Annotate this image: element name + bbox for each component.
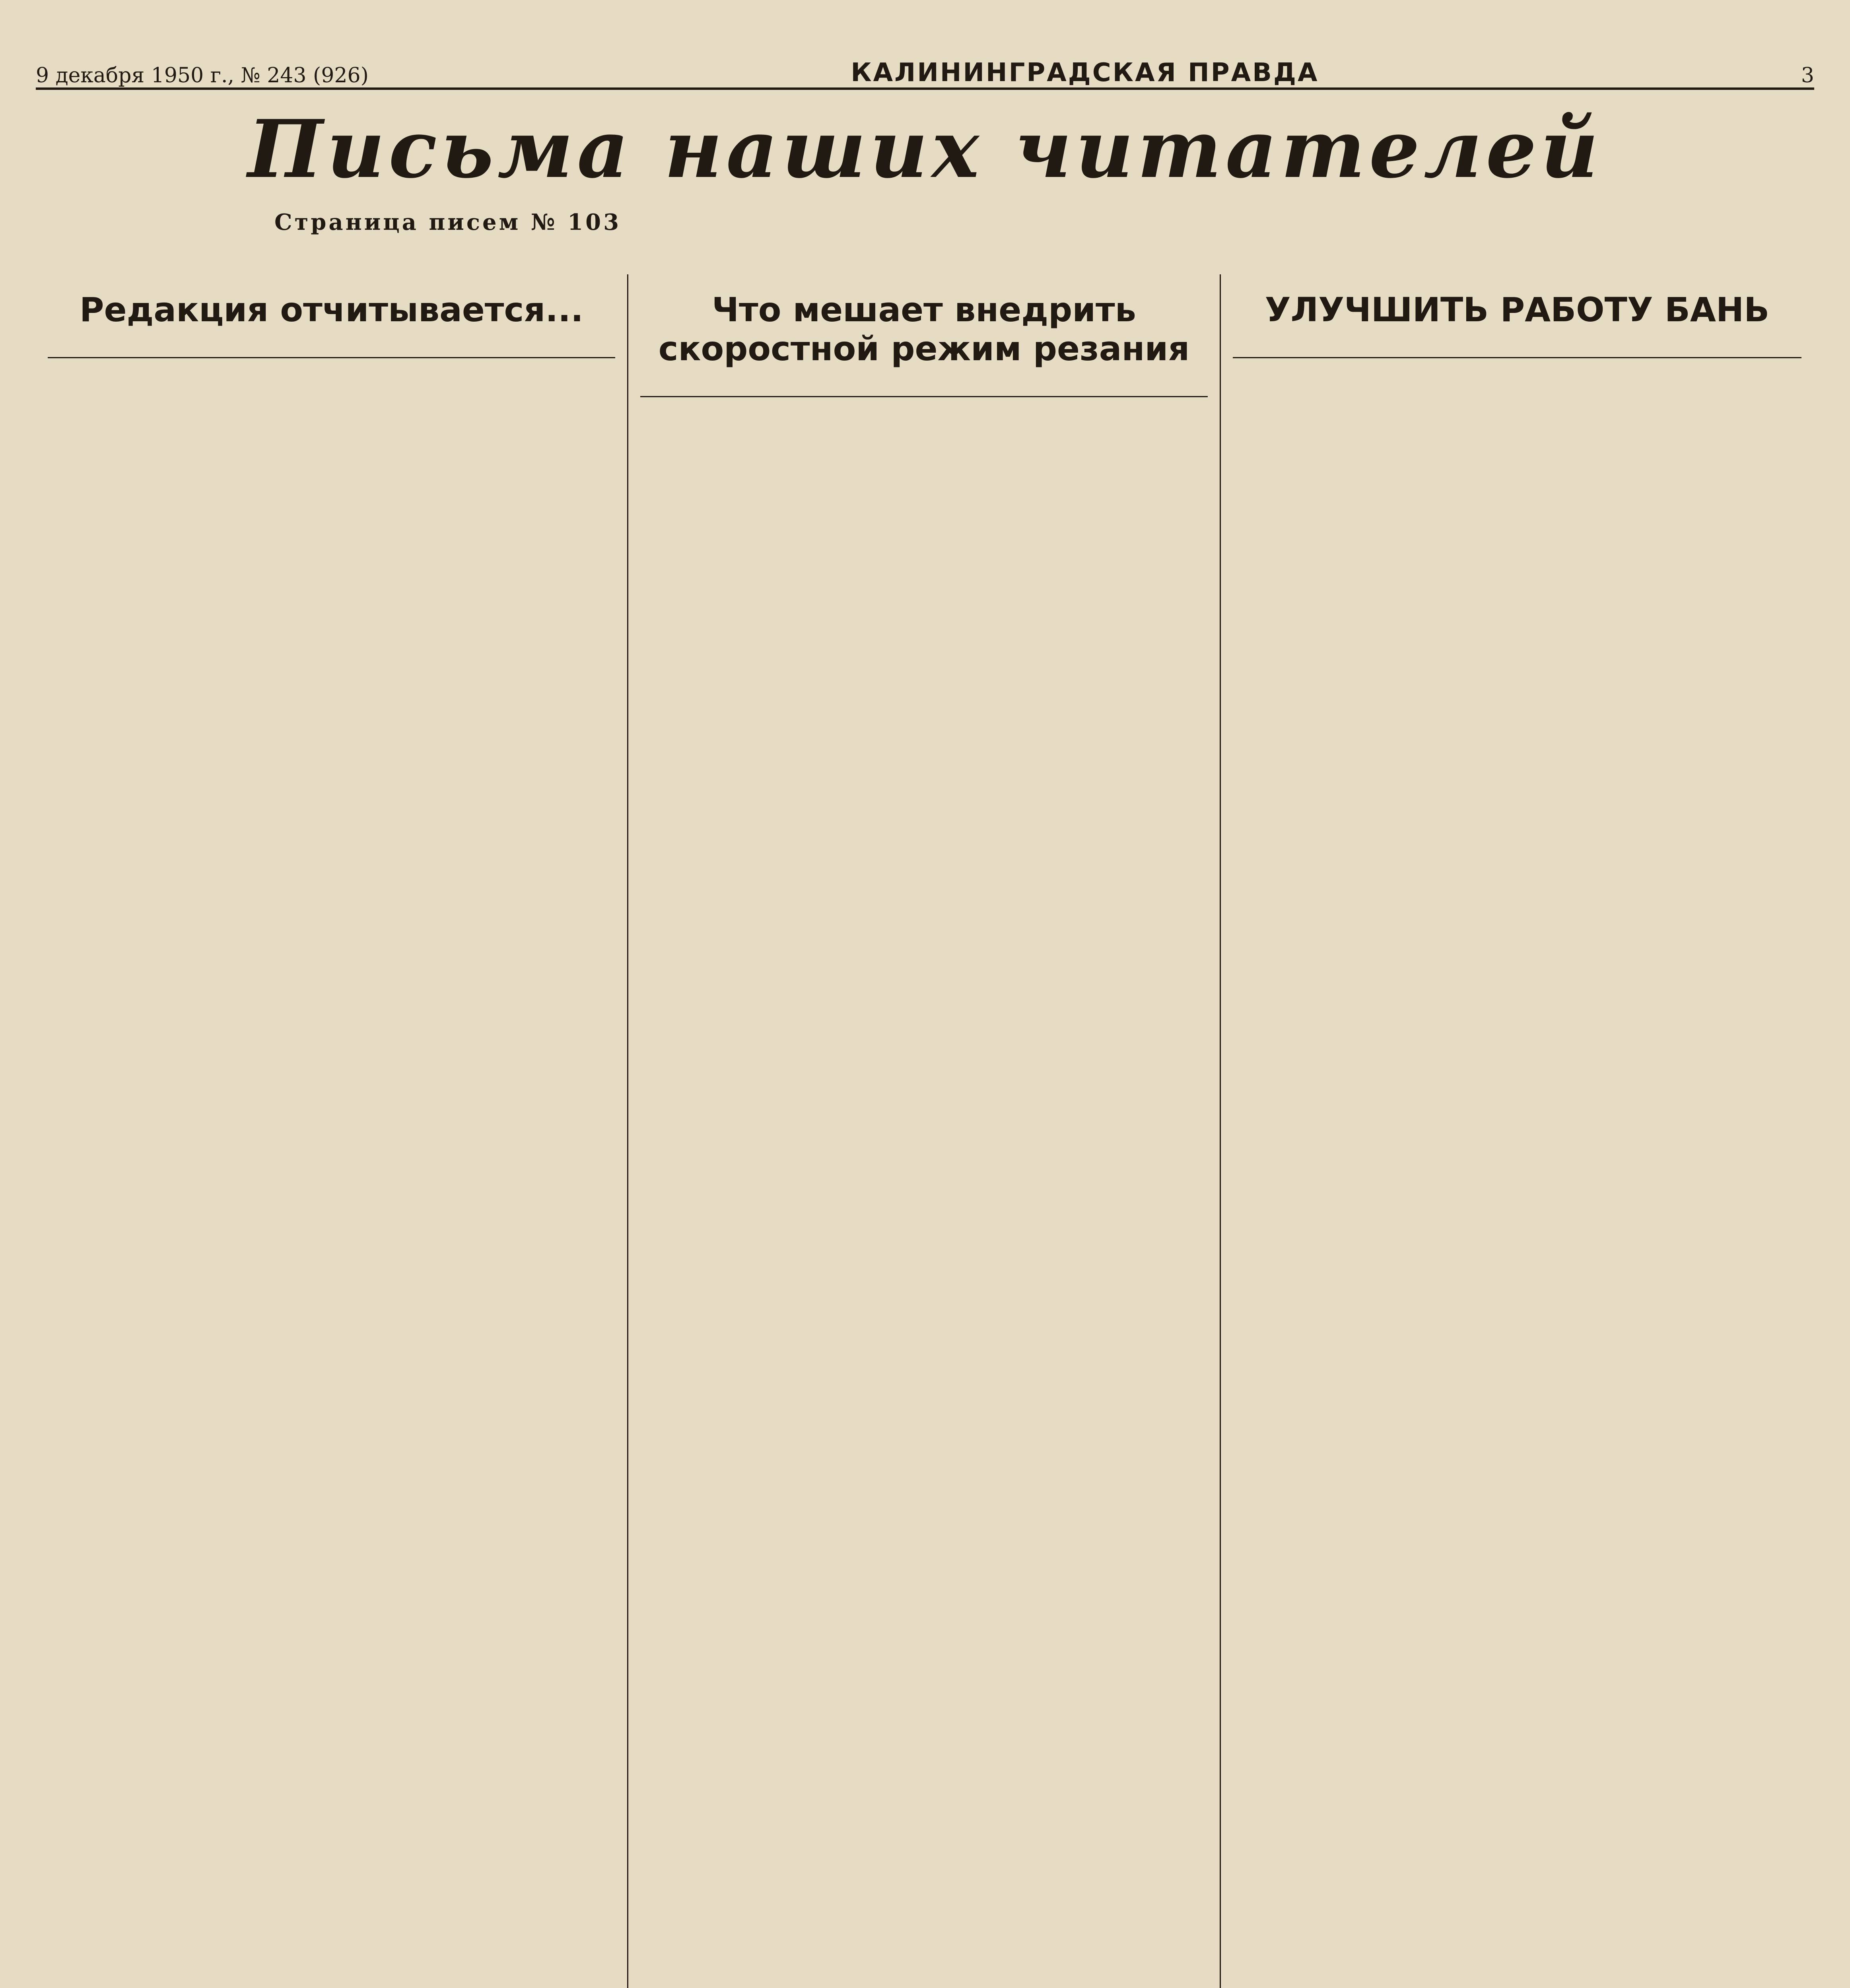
paper-title: КАЛИНИНГРАДСКАЯ ПРАВДА <box>851 58 1319 87</box>
section-banner: Письма наших читателей <box>247 103 1603 196</box>
article <box>640 290 1208 397</box>
article-title: Редакция отчитывается... <box>80 290 583 329</box>
section-subhead: Страница писем № 103 <box>274 209 622 235</box>
article <box>48 290 615 358</box>
article-title: Что мешает внедрить скоростной режим резания <box>658 290 1190 368</box>
article <box>1233 290 1801 358</box>
column-right <box>1221 274 1813 1988</box>
issue-date: 9 декабря 1950 г., № 243 (926) <box>36 64 369 87</box>
page-number: 3 <box>1801 64 1814 87</box>
column-left <box>36 274 628 1988</box>
masthead <box>36 36 1814 90</box>
article-title: УЛУЧШИТЬ РАБОТУ БАНЬ <box>1265 290 1770 329</box>
newspaper-page <box>36 36 1814 1988</box>
column-middle <box>628 274 1221 1988</box>
article-grid <box>36 274 1814 1988</box>
